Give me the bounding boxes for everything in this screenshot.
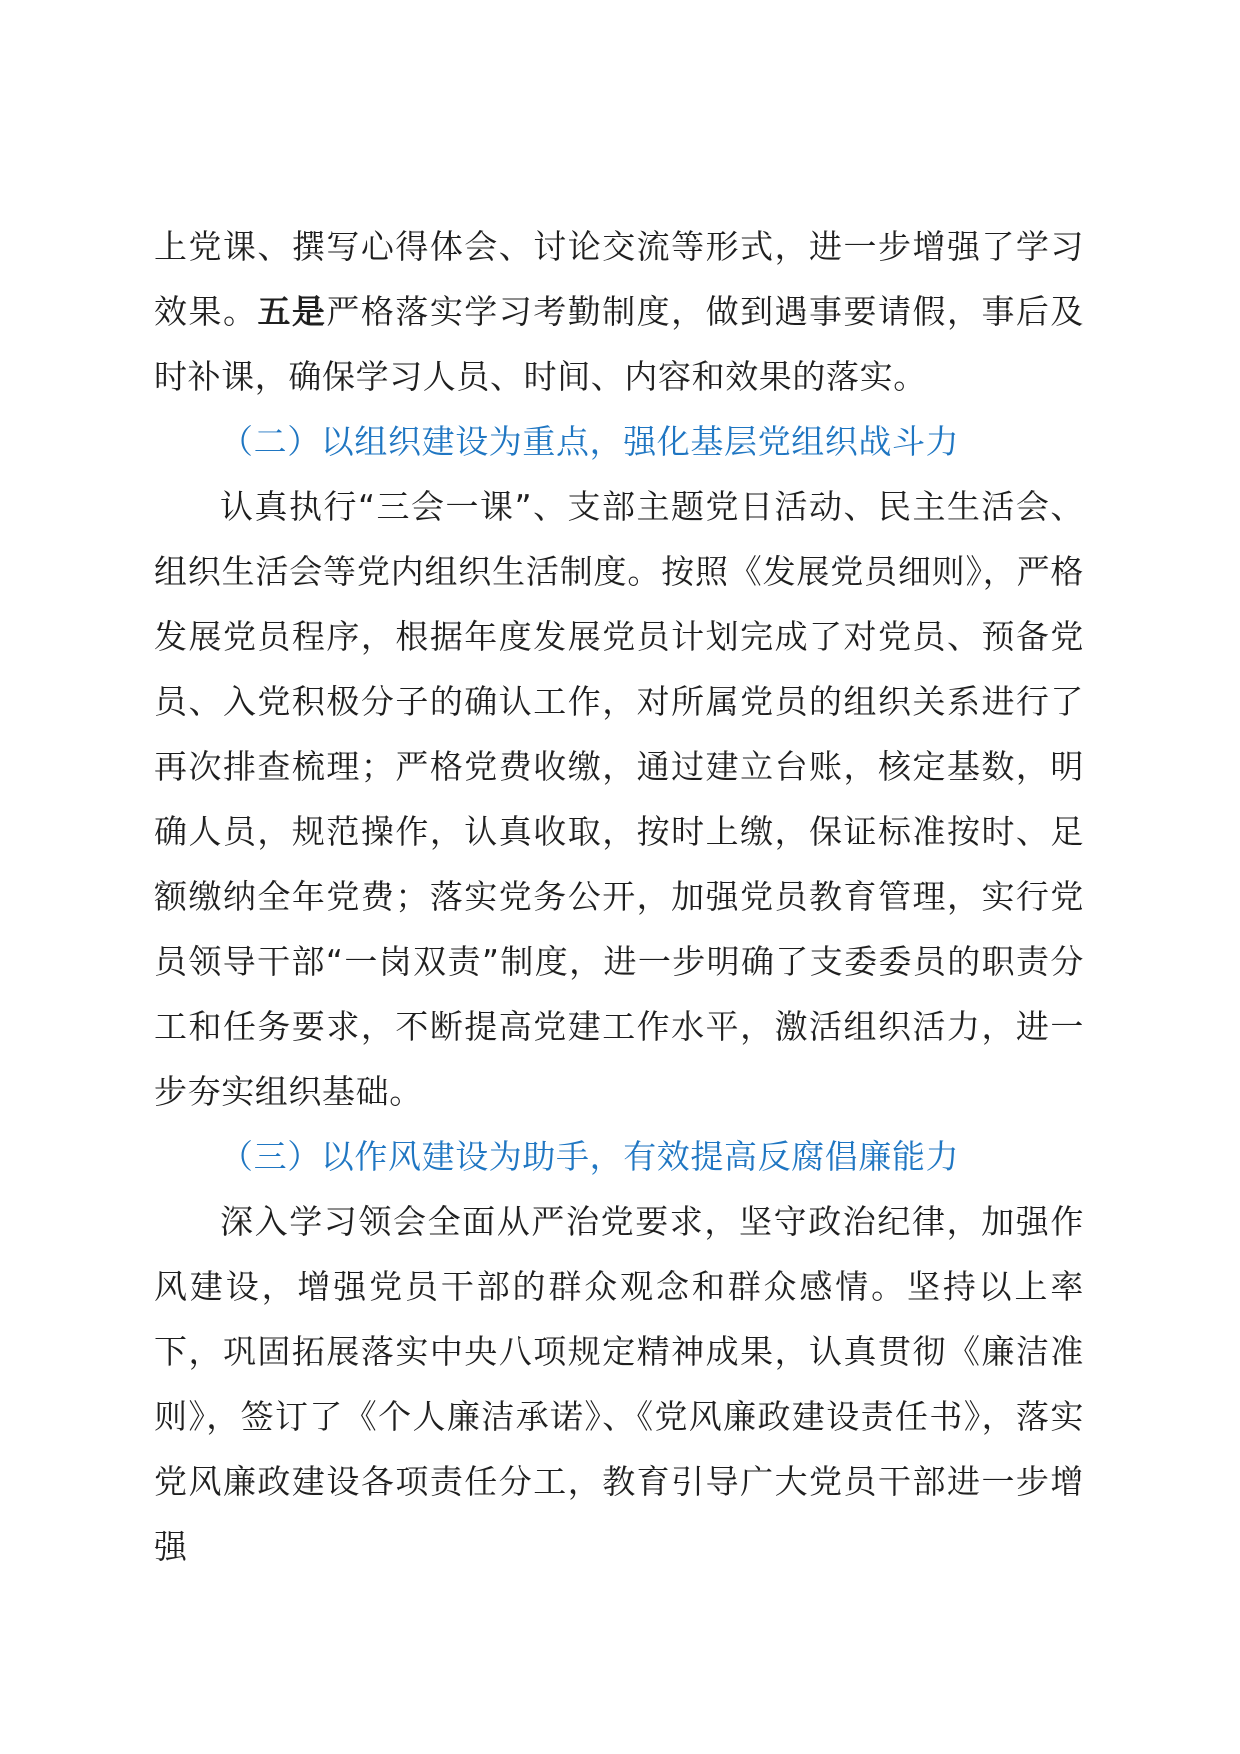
section-heading-organization: （二）以组织建设为重点，强化基层党组织战斗力 xyxy=(220,422,960,461)
emphasis-fifth: 五是 xyxy=(257,292,327,331)
paragraph-conduct: 深入学习领会全面从严治党要求，坚守政治纪律，加强作风建设，增强党员干部的群众观念和群众感情。坚持以上率下，巩固拓展落实中央八项规定精神成果，认真贯彻《廉洁准则》，签订了《个人廉洁承诺》、《党风廉政建设责任书》，落实党风廉政建设各项责任分工，教育引导广大党员干部进一步增强 xyxy=(154,1202,1084,1566)
paragraph-text: 严格落实学习考勤制度，做到遇事要请假，事后及时补课，确保学习人员、时间、内容和效果的落实。 xyxy=(154,292,1084,396)
paragraph-organization: 认真执行“三会一课”、支部主题党日活动、民主生活会、组织生活会等党内组织生活制度。按照《发展党员细则》，严格发展党员程序，根据年度发展党员计划完成了对党员、预备党员、入党积极分子的确认工作，对所属党员的组织关系进行了再次排查梳理；严格党费收缴，通过建立台账，核定基数，明确人员，规范操作，认真收取，按时上缴，保证标准按时、足额缴纳全年党费；落实党务公开，加强党员教育管理，实行党员领导干部“一岗双责”制度，进一步明确了支委委员的职责分工和任务要求，不断提高党建工作水平，激活组织活力，进一步夯实组织基础。 xyxy=(154,487,1084,1111)
document-body xyxy=(154,214,1084,1579)
paragraph-study-system xyxy=(154,214,1084,409)
section-heading-conduct: （三）以作风建设为助手，有效提高反腐倡廉能力 xyxy=(220,1137,960,1176)
paragraph-text: 上党课、撰写心得体会、讨论交流等形式，进一步增强了学习效果。 xyxy=(154,227,1084,331)
